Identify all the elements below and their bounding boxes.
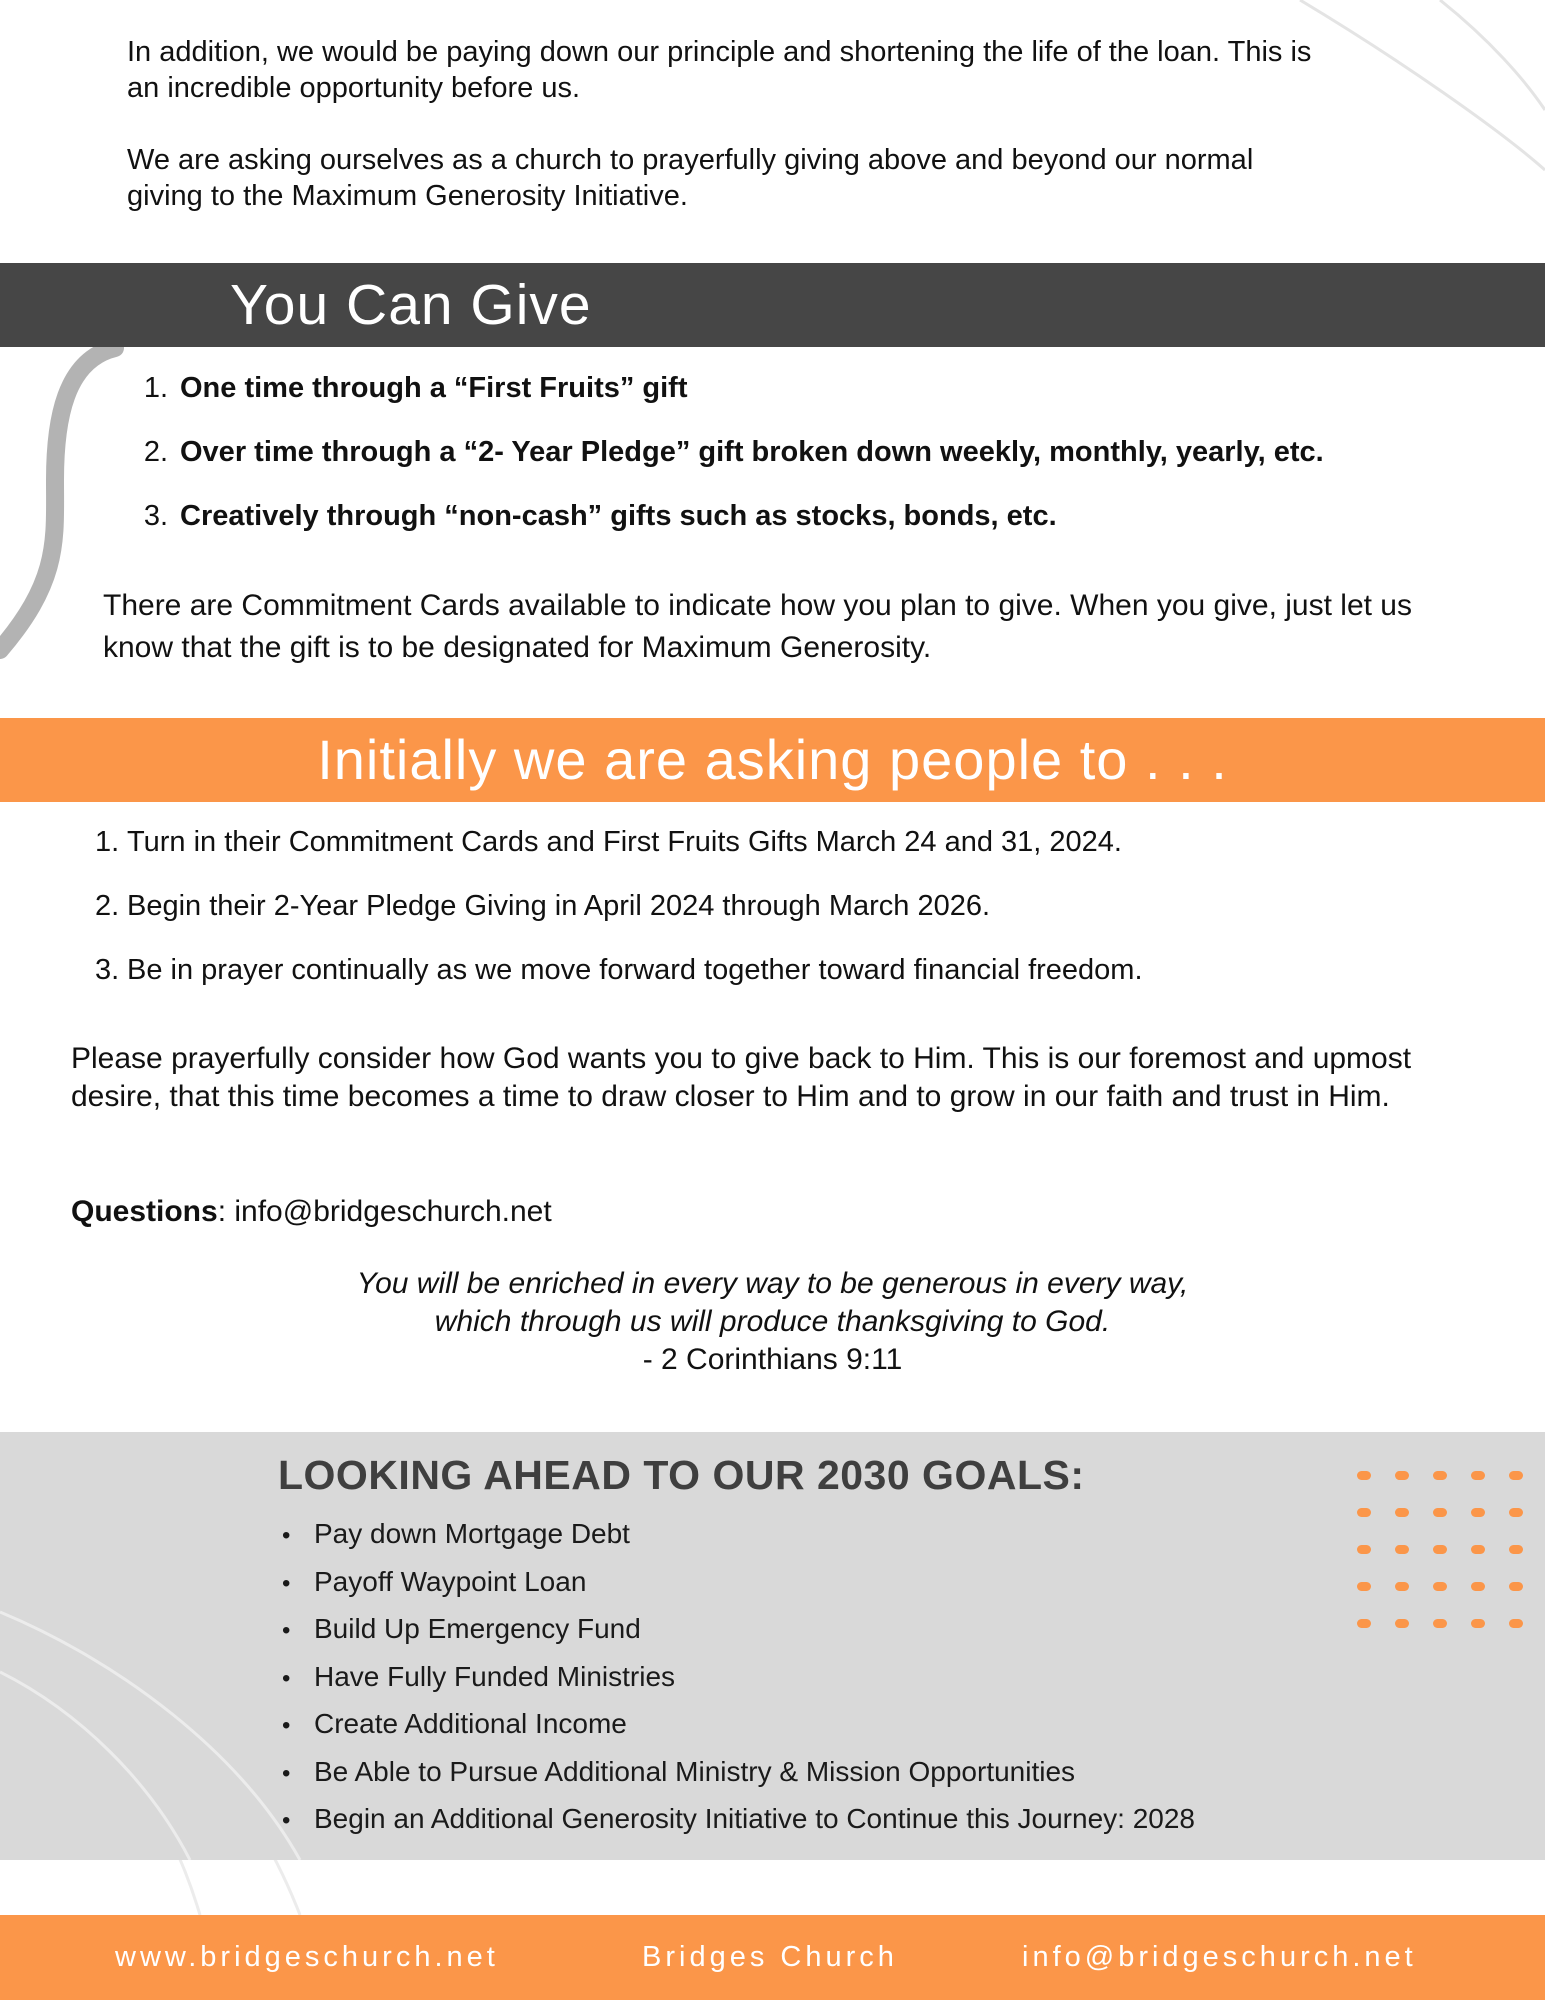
list-item: 1. One time through a “First Fruits” gift bbox=[143, 372, 688, 404]
list-item: 3. Be in prayer continually as we move forward together toward financial freedom. bbox=[95, 954, 1143, 986]
give-options-list bbox=[130, 364, 1510, 556]
footer-church-name: Bridges Church bbox=[642, 1941, 898, 1973]
questions-email: : info@bridgeschurch.net bbox=[217, 1195, 552, 1228]
bullet-icon: • bbox=[282, 1759, 291, 1787]
list-item: • Begin an Additional Generosity Initiative to Continue this Journey: 2028 bbox=[282, 1799, 1195, 1847]
list-item: • Create Additional Income bbox=[282, 1704, 1195, 1752]
scripture-quote bbox=[0, 1265, 1545, 1379]
goals-heading: LOOKING AHEAD TO OUR 2030 GOALS: bbox=[278, 1452, 1085, 1498]
bullet-icon: • bbox=[282, 1569, 291, 1597]
intro-paragraph-1: In addition, we would be paying down our principle and shortening the life of the loan. This is an incredible opportunity before us. bbox=[127, 36, 1312, 104]
intro-text bbox=[127, 34, 1317, 250]
goals-panel bbox=[0, 1432, 1545, 1860]
list-item: • Build Up Emergency Fund bbox=[282, 1609, 1195, 1657]
list-item: 2. Over time through a “2- Year Pledge” gift broken down weekly, monthly, yearly, etc. bbox=[143, 436, 1324, 468]
verse-line-2: which through us will produce thanksgiving to God. bbox=[434, 1305, 1111, 1338]
bullet-icon: • bbox=[282, 1712, 291, 1739]
orange-dot-grid-icon bbox=[1355, 1468, 1535, 1628]
prayer-paragraph: Please prayerfully consider how God wants you to give back to Him. This is our foremost and upmost desire, that this time becomes a time to draw closer to Him and to grow in our faith and trust in Him. bbox=[71, 1042, 1412, 1113]
list-item: • Have Fully Funded Ministries bbox=[282, 1657, 1195, 1705]
list-item: • Payoff Waypoint Loan bbox=[282, 1562, 1195, 1610]
list-item: 2. Begin their 2-Year Pledge Giving in April 2024 through March 2026. bbox=[95, 890, 991, 922]
questions-line bbox=[71, 1192, 552, 1232]
initially-asking-banner bbox=[0, 718, 1545, 802]
footer-website-link[interactable]: www.bridgeschurch.net bbox=[115, 1941, 499, 1973]
questions-label: Questions bbox=[71, 1195, 218, 1228]
verse-reference: - 2 Corinthians 9:11 bbox=[642, 1343, 903, 1376]
goals-list bbox=[282, 1514, 1195, 1847]
asking-steps-list bbox=[95, 818, 1495, 1010]
bullet-icon: • bbox=[282, 1522, 291, 1549]
footer-email-link[interactable]: info@bridgeschurch.net bbox=[1022, 1941, 1417, 1973]
bullet-icon: • bbox=[282, 1664, 291, 1692]
list-item: • Pay down Mortgage Debt bbox=[282, 1514, 1195, 1562]
bullet-icon: • bbox=[282, 1807, 291, 1834]
you-can-give-heading: You Can Give bbox=[230, 273, 592, 337]
initially-asking-heading: Initially we are asking people to . . . bbox=[317, 728, 1228, 791]
bullet-icon: • bbox=[282, 1617, 291, 1644]
you-can-give-banner bbox=[0, 263, 1545, 347]
list-item: • Be Able to Pursue Additional Ministry & Mission Opportunities bbox=[282, 1752, 1195, 1800]
verse-line-1: You will be enriched in every way to be generous in every way, bbox=[356, 1267, 1189, 1300]
footer-bar bbox=[0, 1915, 1545, 2000]
commitment-cards-text: There are Commitment Cards available to indicate how you plan to give. When you give, just let us know that the gift is to be designated for Maximum Generosity. bbox=[103, 589, 1412, 664]
intro-paragraph-2: We are asking ourselves as a church to prayerfully giving above and beyond our normal giving to the Maximum Generosity Initiative. bbox=[127, 144, 1254, 212]
list-item: 1. Turn in their Commitment Cards and First Fruits Gifts March 24 and 31, 2024. bbox=[95, 826, 1122, 858]
list-item: 3. Creatively through “non-cash” gifts such as stocks, bonds, etc. bbox=[143, 500, 1057, 532]
